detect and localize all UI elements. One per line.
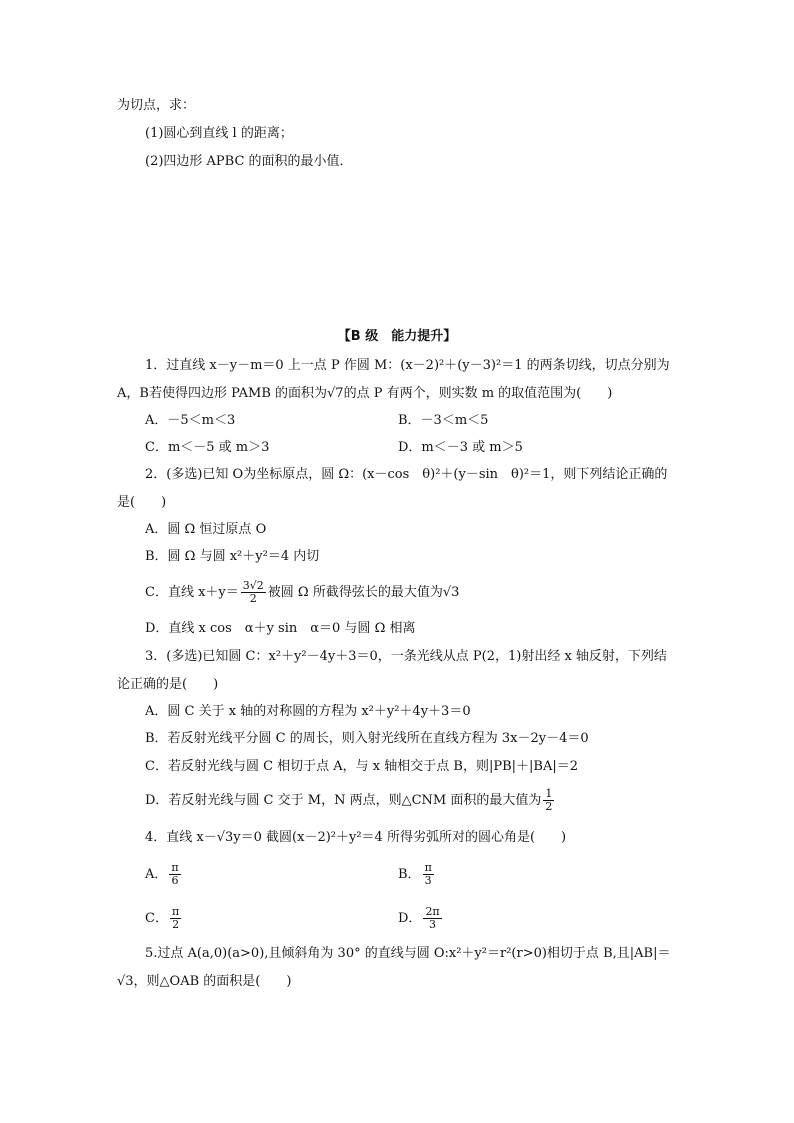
fraction <box>543 788 554 813</box>
text-line: 为切点，求： <box>117 98 196 113</box>
subquestion-2: (2)四边形 APBC 的面积的最小值． <box>145 154 353 169</box>
numerator: 1 <box>545 787 553 800</box>
problem-stem: 2．(多选)已知 O为坐标原点，圆 Ω：(x－cos θ)²＋(y－sin θ)²＝1，则下列结论正确的 <box>145 467 668 482</box>
option-label: D． <box>398 911 422 926</box>
option-c: C．m＜－5 或 m＞3 <box>145 440 270 455</box>
problem-stem: 5.过点 A(a,0)(a>0),且倾斜角为 30° 的直线与圆 O:x²＋y²＝r²(r>0)相切于点 B,且|AB|＝ <box>145 946 671 961</box>
problem-stem: √3，则△OAB 的面积是( ) <box>117 974 292 989</box>
fraction <box>423 906 441 931</box>
numerator: π <box>171 905 180 918</box>
problem-stem: 1．过直线 x－y－m＝0 上一点 P 作圆 M：(x－2)²＋(y－3)²＝1 的两条切线，切点分别为 <box>145 358 670 373</box>
problem-stem: A，B若使得四边形 PAMB 的面积为√7的点 P 有两个，则实数 m 的取值范围为( ) <box>117 386 613 401</box>
option-text: D．若反射光线与圆 C 交于 M，N 两点，则△CNM 面积的最大值为 <box>145 793 542 808</box>
denominator: 6 <box>171 874 179 887</box>
option-label: B． <box>398 867 421 882</box>
fraction <box>170 906 181 931</box>
option-text: C．直线 x＋y＝ <box>145 585 239 600</box>
option-a <box>145 862 183 887</box>
option-label: C． <box>145 911 168 926</box>
option-b: B．－3＜m＜5 <box>398 413 489 428</box>
option-d: D．直线 x cos α＋y sin α＝0 与圆 Ω 相离 <box>145 621 416 636</box>
option-label: A． <box>145 867 168 882</box>
subquestion-1: (1)圆心到直线 l 的距离； <box>145 126 293 141</box>
denominator: 2 <box>172 918 180 931</box>
numerator: π <box>171 861 179 874</box>
denominator: 3 <box>429 918 437 931</box>
option-a: A．－5＜m＜3 <box>145 413 236 428</box>
problem-stem: 论正确的是( ) <box>117 677 219 692</box>
denominator: 2 <box>249 592 257 605</box>
problem-stem: 4．直线 x－√3y＝0 截圆(x－2)²＋y²＝4 所得劣弧所对的圆心角是( ) <box>145 830 567 845</box>
section-title: 【B 级 能力提升】 <box>337 329 457 344</box>
option-text: 被圆 Ω 所截得弦长的最大值为√3 <box>267 585 460 600</box>
option-b: B．若反射光线平分圆 C 的周长，则入射光线所在直线方程为 3x－2y－4＝0 <box>145 731 589 746</box>
fraction <box>241 580 266 605</box>
numerator: 3√2 <box>242 579 264 592</box>
denominator: 2 <box>545 800 553 813</box>
fraction <box>169 862 180 887</box>
fraction <box>423 862 434 887</box>
option-a: A．圆 C 关于 x 轴的对称圆的方程为 x²＋y²＋4y＋3＝0 <box>145 704 471 719</box>
option-d <box>145 788 556 813</box>
option-c <box>145 906 183 931</box>
option-d: D．m＜－3 或 m＞5 <box>398 440 523 455</box>
problem-stem: 3．(多选)已知圆 C：x²＋y²－4y＋3＝0，一条光线从点 P(2，1)射出经 x 轴反射，下列结 <box>145 649 667 664</box>
numerator: 2π <box>425 905 440 918</box>
option-b <box>398 862 436 887</box>
option-d <box>398 906 444 931</box>
option-c <box>145 580 459 605</box>
option-a: A．圆 Ω 恒过原点 O <box>145 522 267 537</box>
option-b: B．圆 Ω 与圆 x²＋y²＝4 内切 <box>145 549 320 564</box>
problem-stem: 是( ) <box>117 495 167 510</box>
numerator: π <box>424 861 432 874</box>
option-c: C．若反射光线与圆 C 相切于点 A，与 x 轴相交于点 B，则|PB|＋|BA|＝2 <box>145 759 578 774</box>
denominator: 3 <box>424 874 432 887</box>
